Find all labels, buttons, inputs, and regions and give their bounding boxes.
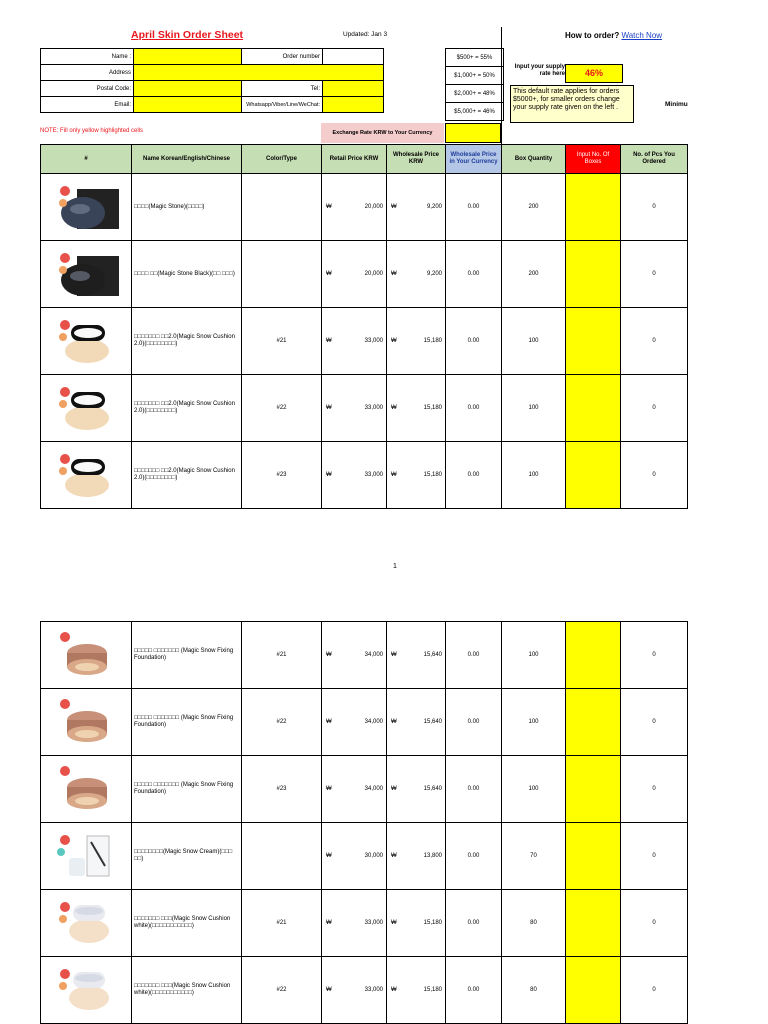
supply-rate-input[interactable]: 46% xyxy=(565,64,623,83)
exchange-rate-input[interactable] xyxy=(445,123,501,143)
retail-price: 20,000 xyxy=(364,204,383,210)
product-type xyxy=(242,823,322,890)
exchange-rate-label: Exchange Rate KRW to Your Currency xyxy=(321,123,444,143)
box-quantity: 200 xyxy=(502,174,566,241)
col-name: Name Korean/English/Chinese xyxy=(132,145,242,174)
retail-price: 33,000 xyxy=(364,920,383,926)
table-row xyxy=(41,689,688,756)
product-name: □□□□□□□ □□2.0(Magic Snow Cushion 2.0)(□□□□□□□□) xyxy=(132,442,242,509)
won-symbol: ₩ xyxy=(391,853,397,859)
product-image-cell xyxy=(41,375,132,442)
won-symbol: ₩ xyxy=(391,719,397,725)
boxes-input[interactable] xyxy=(566,375,621,442)
supply-rate-note: This default rate applies for orders $5000+, for smaller orders change your supply rate given on the left . xyxy=(510,85,634,123)
rate-tier: $2,000+ = 48% xyxy=(446,85,504,103)
wholesale-price: 9,200 xyxy=(426,271,442,277)
table-row xyxy=(41,308,688,375)
name-label: Name : xyxy=(41,49,134,65)
boxes-input[interactable] xyxy=(566,308,621,375)
retail-price: 34,000 xyxy=(364,786,383,792)
wholesale-price-cell xyxy=(387,308,446,375)
product-image xyxy=(47,694,125,750)
tel-label: Tel: xyxy=(242,81,323,97)
wholesale-price-cell xyxy=(387,241,446,308)
rate-tier: $1,000+ = 50% xyxy=(446,67,504,85)
table-row xyxy=(41,375,688,442)
table-row xyxy=(41,756,688,823)
won-symbol: ₩ xyxy=(326,271,332,277)
product-image-cell xyxy=(41,957,132,1024)
local-price: 0.00 xyxy=(446,689,502,756)
local-price: 0.00 xyxy=(446,442,502,509)
updated-date: Updated: Jan 3 xyxy=(343,31,388,38)
retail-price: 34,000 xyxy=(364,719,383,725)
box-quantity: 80 xyxy=(502,957,566,1024)
product-type: #23 xyxy=(242,756,322,823)
won-symbol: ₩ xyxy=(326,719,332,725)
watch-now-link[interactable]: Watch Now xyxy=(621,31,663,40)
col-type: Color/Type xyxy=(242,145,322,174)
minimum-label: Minimu xyxy=(665,101,688,108)
box-quantity: 100 xyxy=(502,622,566,689)
product-type: #22 xyxy=(242,689,322,756)
boxes-input[interactable] xyxy=(566,174,621,241)
pcs-ordered: 0 xyxy=(621,756,688,823)
won-symbol: ₩ xyxy=(326,405,332,411)
retail-price: 34,000 xyxy=(364,652,383,658)
product-name: □□□□□□□ □□2.0(Magic Snow Cushion 2.0)(□□□□□□□□) xyxy=(132,308,242,375)
wholesale-price: 15,640 xyxy=(423,719,442,725)
local-price: 0.00 xyxy=(446,957,502,1024)
product-image xyxy=(47,179,125,235)
wholesale-price: 15,180 xyxy=(423,920,442,926)
wholesale-price-cell xyxy=(387,174,446,241)
boxes-input[interactable] xyxy=(566,890,621,957)
email-label: Email: xyxy=(41,97,134,113)
supply-rate-label: Input your supply rate here xyxy=(514,64,565,77)
product-name: □□□□□□□ □□□(Magic Snow Cushion white)(□□□□□□□□□□□) xyxy=(132,957,242,1024)
pcs-ordered: 0 xyxy=(621,375,688,442)
wholesale-price: 15,180 xyxy=(423,405,442,411)
retail-price-cell xyxy=(322,756,387,823)
col-box-qty: Box Quantity xyxy=(502,145,566,174)
table-row xyxy=(41,823,688,890)
local-price: 0.00 xyxy=(446,823,502,890)
won-symbol: ₩ xyxy=(326,853,332,859)
retail-price-cell xyxy=(322,823,387,890)
postal-input[interactable] xyxy=(134,81,242,97)
product-image xyxy=(47,246,125,302)
product-name: □□□□□□□□(Magic Snow Cream)(□□□ □□) xyxy=(132,823,242,890)
product-image xyxy=(47,313,125,369)
boxes-input[interactable] xyxy=(566,756,621,823)
won-symbol: ₩ xyxy=(391,987,397,993)
wholesale-price-cell xyxy=(387,442,446,509)
fill-note: NOTE: Fill only yellow highlighted cells xyxy=(40,128,144,134)
email-input[interactable] xyxy=(134,97,242,113)
messenger-input[interactable] xyxy=(323,97,384,113)
wholesale-price-cell xyxy=(387,756,446,823)
boxes-input[interactable] xyxy=(566,622,621,689)
address-input[interactable] xyxy=(134,65,384,81)
retail-price-cell xyxy=(322,957,387,1024)
boxes-input[interactable] xyxy=(566,689,621,756)
page-number: 1 xyxy=(393,563,397,570)
won-symbol: ₩ xyxy=(391,472,397,478)
retail-price: 30,000 xyxy=(364,853,383,859)
box-quantity: 100 xyxy=(502,442,566,509)
retail-price-cell xyxy=(322,308,387,375)
box-quantity: 100 xyxy=(502,308,566,375)
product-image xyxy=(47,380,125,436)
won-symbol: ₩ xyxy=(326,786,332,792)
wholesale-price-cell xyxy=(387,689,446,756)
wholesale-price: 15,180 xyxy=(423,987,442,993)
boxes-input[interactable] xyxy=(566,823,621,890)
pcs-ordered: 0 xyxy=(621,241,688,308)
table-row xyxy=(41,890,688,957)
product-name: □□□□ □□(Magic Stone Black)(□□ □□□) xyxy=(132,241,242,308)
retail-price-cell xyxy=(322,174,387,241)
won-symbol: ₩ xyxy=(391,338,397,344)
pcs-ordered: 0 xyxy=(621,689,688,756)
pcs-ordered: 0 xyxy=(621,622,688,689)
box-quantity: 100 xyxy=(502,756,566,823)
won-symbol: ₩ xyxy=(326,652,332,658)
wholesale-price-cell xyxy=(387,823,446,890)
wholesale-price: 15,180 xyxy=(423,338,442,344)
wholesale-price: 15,180 xyxy=(423,472,442,478)
won-symbol: ₩ xyxy=(326,204,332,210)
retail-price: 20,000 xyxy=(364,271,383,277)
product-image-cell xyxy=(41,442,132,509)
pcs-ordered: 0 xyxy=(621,442,688,509)
box-quantity: 80 xyxy=(502,890,566,957)
product-image xyxy=(47,447,125,503)
pcs-ordered: 0 xyxy=(621,890,688,957)
won-symbol: ₩ xyxy=(326,987,332,993)
product-table xyxy=(40,144,688,509)
pcs-ordered: 0 xyxy=(621,957,688,1024)
won-symbol: ₩ xyxy=(391,271,397,277)
product-image xyxy=(47,895,125,951)
product-type: #21 xyxy=(242,308,322,375)
col-wholesale: Wholesale Price KRW xyxy=(387,145,446,174)
name-input[interactable] xyxy=(134,49,242,65)
box-quantity: 70 xyxy=(502,823,566,890)
local-price: 0.00 xyxy=(446,622,502,689)
wholesale-price-cell xyxy=(387,957,446,1024)
product-image-cell xyxy=(41,622,132,689)
col-input-boxes: Input No. Of Boxes xyxy=(566,145,621,174)
order-number-label: Order number xyxy=(242,49,323,65)
product-image-cell xyxy=(41,756,132,823)
box-quantity: 200 xyxy=(502,241,566,308)
product-image-cell xyxy=(41,823,132,890)
product-type: #22 xyxy=(242,375,322,442)
product-image xyxy=(47,761,125,817)
wholesale-price: 13,800 xyxy=(423,853,442,859)
product-image-cell xyxy=(41,241,132,308)
product-image xyxy=(47,627,125,683)
col-pcs-ordered: No. of Pcs You Ordered xyxy=(621,145,688,174)
pcs-ordered: 0 xyxy=(621,308,688,375)
table-row xyxy=(41,622,688,689)
product-image-cell xyxy=(41,174,132,241)
product-type: #22 xyxy=(242,957,322,1024)
product-image-cell xyxy=(41,689,132,756)
product-type: #21 xyxy=(242,622,322,689)
product-name: □□□□□ □□□□□□□ (Magic Snow Fixing Foundation) xyxy=(132,689,242,756)
pcs-ordered: 0 xyxy=(621,174,688,241)
table-row xyxy=(41,442,688,509)
product-name: □□□□□ □□□□□□□ (Magic Snow Fixing Foundation) xyxy=(132,756,242,823)
product-table-page2 xyxy=(40,621,688,1024)
retail-price: 33,000 xyxy=(364,987,383,993)
rate-tier: $5,000+ = 46% xyxy=(446,103,504,121)
product-type xyxy=(242,174,322,241)
local-price: 0.00 xyxy=(446,375,502,442)
wholesale-price-cell xyxy=(387,375,446,442)
col-retail: Retail Price KRW xyxy=(322,145,387,174)
won-symbol: ₩ xyxy=(391,204,397,210)
retail-price-cell xyxy=(322,241,387,308)
local-price: 0.00 xyxy=(446,308,502,375)
product-name: □□□□□□□ □□□(Magic Snow Cushion white)(□□□□□□□□□□□) xyxy=(132,890,242,957)
table-row xyxy=(41,957,688,1024)
table-row xyxy=(41,174,688,241)
product-image xyxy=(47,828,125,884)
address-label: Address xyxy=(41,65,134,81)
table-row xyxy=(41,241,688,308)
wholesale-price-cell xyxy=(387,890,446,957)
retail-price-cell xyxy=(322,890,387,957)
boxes-input[interactable] xyxy=(566,442,621,509)
product-image-cell xyxy=(41,308,132,375)
pcs-ordered: 0 xyxy=(621,823,688,890)
retail-price: 33,000 xyxy=(364,472,383,478)
retail-price-cell xyxy=(322,442,387,509)
product-type xyxy=(242,241,322,308)
retail-price-cell xyxy=(322,622,387,689)
box-quantity: 100 xyxy=(502,689,566,756)
messenger-label: Whatsapp/Viber/Line/WeChat: xyxy=(242,97,323,113)
sheet-title: April Skin Order Sheet xyxy=(131,29,244,41)
product-type: #21 xyxy=(242,890,322,957)
won-symbol: ₩ xyxy=(391,786,397,792)
product-image-cell xyxy=(41,890,132,957)
rate-table xyxy=(445,48,504,121)
retail-price: 33,000 xyxy=(364,338,383,344)
retail-price: 33,000 xyxy=(364,405,383,411)
won-symbol: ₩ xyxy=(326,920,332,926)
product-name: □□□□(Magic Stone)(□□□□) xyxy=(132,174,242,241)
order-number-input[interactable] xyxy=(323,49,384,65)
product-name: □□□□□ □□□□□□□ (Magic Snow Fixing Foundation) xyxy=(132,622,242,689)
wholesale-price: 9,200 xyxy=(426,204,442,210)
box-quantity: 100 xyxy=(502,375,566,442)
won-symbol: ₩ xyxy=(326,338,332,344)
local-price: 0.00 xyxy=(446,174,502,241)
product-type: #23 xyxy=(242,442,322,509)
rate-tier: $500+ = 55% xyxy=(446,49,504,67)
customer-info-table xyxy=(40,48,384,113)
tel-input[interactable] xyxy=(323,81,384,97)
boxes-input[interactable] xyxy=(566,957,621,1024)
col-number: # xyxy=(41,145,132,174)
retail-price-cell xyxy=(322,375,387,442)
boxes-input[interactable] xyxy=(566,241,621,308)
won-symbol: ₩ xyxy=(391,920,397,926)
product-name: □□□□□□□ □□2.0(Magic Snow Cushion 2.0)(□□□□□□□□) xyxy=(132,375,242,442)
postal-label: Postal Code: xyxy=(41,81,134,97)
how-to-order-label: How to order? xyxy=(565,31,620,40)
wholesale-price-cell xyxy=(387,622,446,689)
wholesale-price: 15,640 xyxy=(423,786,442,792)
won-symbol: ₩ xyxy=(326,472,332,478)
won-symbol: ₩ xyxy=(391,652,397,658)
local-price: 0.00 xyxy=(446,241,502,308)
col-local-price: Wholesale Price in Your Currency xyxy=(446,145,502,174)
product-image xyxy=(47,962,125,1018)
local-price: 0.00 xyxy=(446,890,502,957)
retail-price-cell xyxy=(322,689,387,756)
how-to-order xyxy=(565,31,662,40)
local-price: 0.00 xyxy=(446,756,502,823)
wholesale-price: 15,640 xyxy=(423,652,442,658)
won-symbol: ₩ xyxy=(391,405,397,411)
